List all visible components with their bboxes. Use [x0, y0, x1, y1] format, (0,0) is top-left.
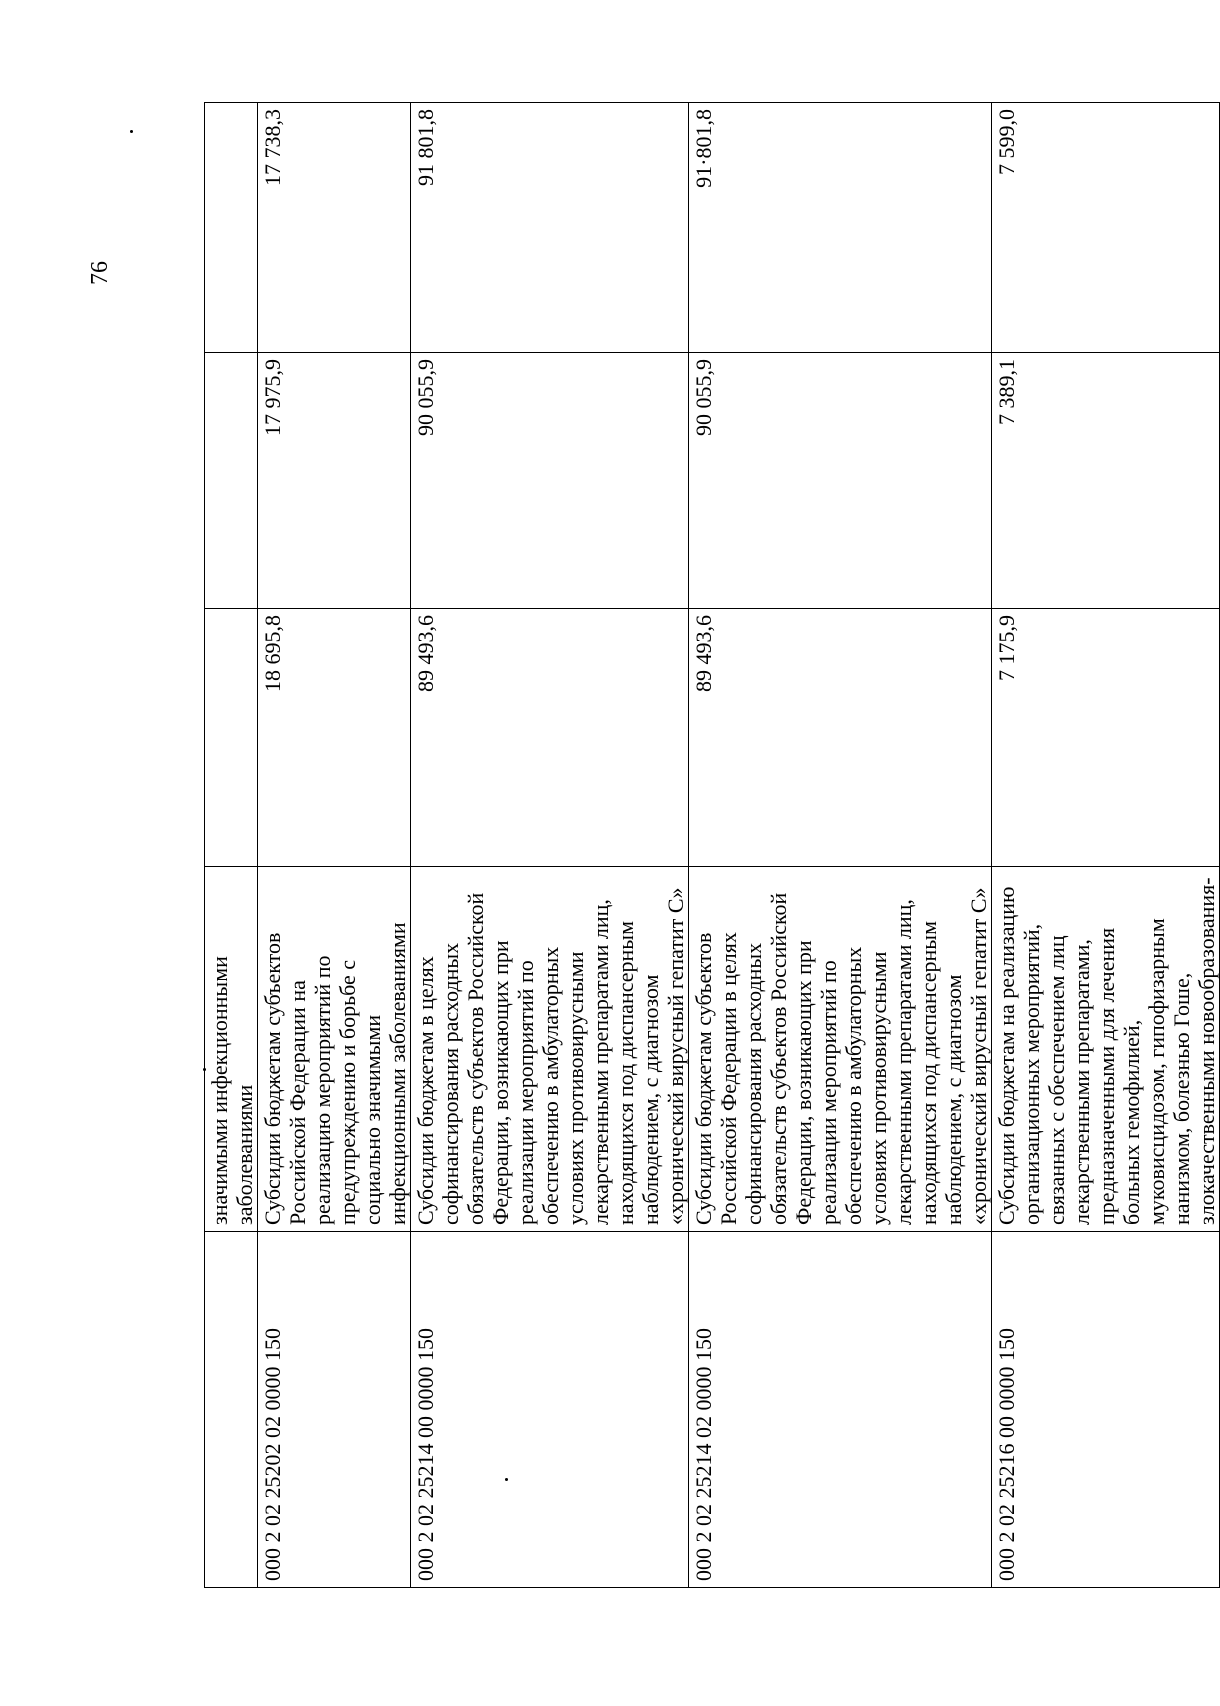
description-text: Субсидии бюджетам субъектов Российской Федерации на реализацию мероприятий по предупреждению и борьбе с социально значимыми инфекционными заболеваниями [260, 922, 410, 1225]
value-cell-3: 91 801,8 [411, 103, 689, 353]
budget-table [204, 102, 1220, 1588]
description-cell [205, 867, 258, 1232]
table-row [205, 103, 258, 1588]
value-cell-3: 17 738,3 [258, 103, 411, 353]
table-row [689, 103, 992, 1588]
page-number: 76 [87, 261, 113, 285]
table-row [411, 103, 689, 1588]
code-cell [205, 1232, 258, 1588]
value-cell-3: 91·801,8 [689, 103, 992, 353]
rotated-table-frame [204, 103, 1219, 1588]
value-cell-3: 7 599,0 [992, 103, 1220, 353]
value-cell-2: 7 389,1 [992, 353, 1220, 609]
value-cell-2: 90 055,9 [689, 353, 992, 609]
code-cell: 000 2 02 25214 00 0000 150 [411, 1232, 689, 1588]
description-text: Субсидии бюджетам субъектов Российской Федерации в целях софинансирования расходных обязательств субъектов Российской Федерации, возникающих при реализации мероприятий по обеспечению в амбулаторных условиях противовирусными лекарственными препаратами лиц, находящихся под диспансерным наблюдением, с диагнозом «хронический вирусный гепатит С» [691, 887, 991, 1225]
scan-speck [130, 130, 133, 133]
description-text: значимыми инфекционными заболеваниями [207, 956, 257, 1225]
value-cell-1: 7 175,9 [992, 609, 1220, 867]
description-text: Субсидии бюджетам в целях софинансирования расходных обязательств субъектов Российской Федерации, возникающих при реализации мероприятий по обеспечению в амбулаторных условиях противовирусными лекарственными препаратами лиц, находящихся под диспансерным наблюдением, с диагнозом «хронический вирусный гепатит С» [413, 887, 688, 1225]
description-cell [411, 867, 689, 1232]
table-row [992, 103, 1220, 1588]
code-cell: 000 2 02 25216 00 0000 150 [992, 1232, 1220, 1588]
description-cell [258, 867, 411, 1232]
value-cell-2: 90 055,9 [411, 353, 689, 609]
value-cell-1: 89 493,6 [411, 609, 689, 867]
code-cell: 000 2 02 25214 02 0000 150 [689, 1232, 992, 1588]
description-cell [992, 867, 1220, 1232]
description-text: Субсидии бюджетам на реализацию организационных мероприятий, связанных с обеспечением лиц лекарственными препаратами, предназначенными для лечения больных гемофилией, муковисцидозом, гипофизарным нанизмом, болезнью Гоше, злокачественными новообразования- [994, 877, 1219, 1225]
table-row [258, 103, 411, 1588]
value-cell-1: 89 493,6 [689, 609, 992, 867]
value-cell-1: 18 695,8 [258, 609, 411, 867]
description-cell [689, 867, 992, 1232]
value-cell-2 [205, 353, 258, 609]
value-cell-2: 17 975,9 [258, 353, 411, 609]
value-cell-1 [205, 609, 258, 867]
code-cell: 000 2 02 25202 02 0000 150 [258, 1232, 411, 1588]
value-cell-3 [205, 103, 258, 353]
